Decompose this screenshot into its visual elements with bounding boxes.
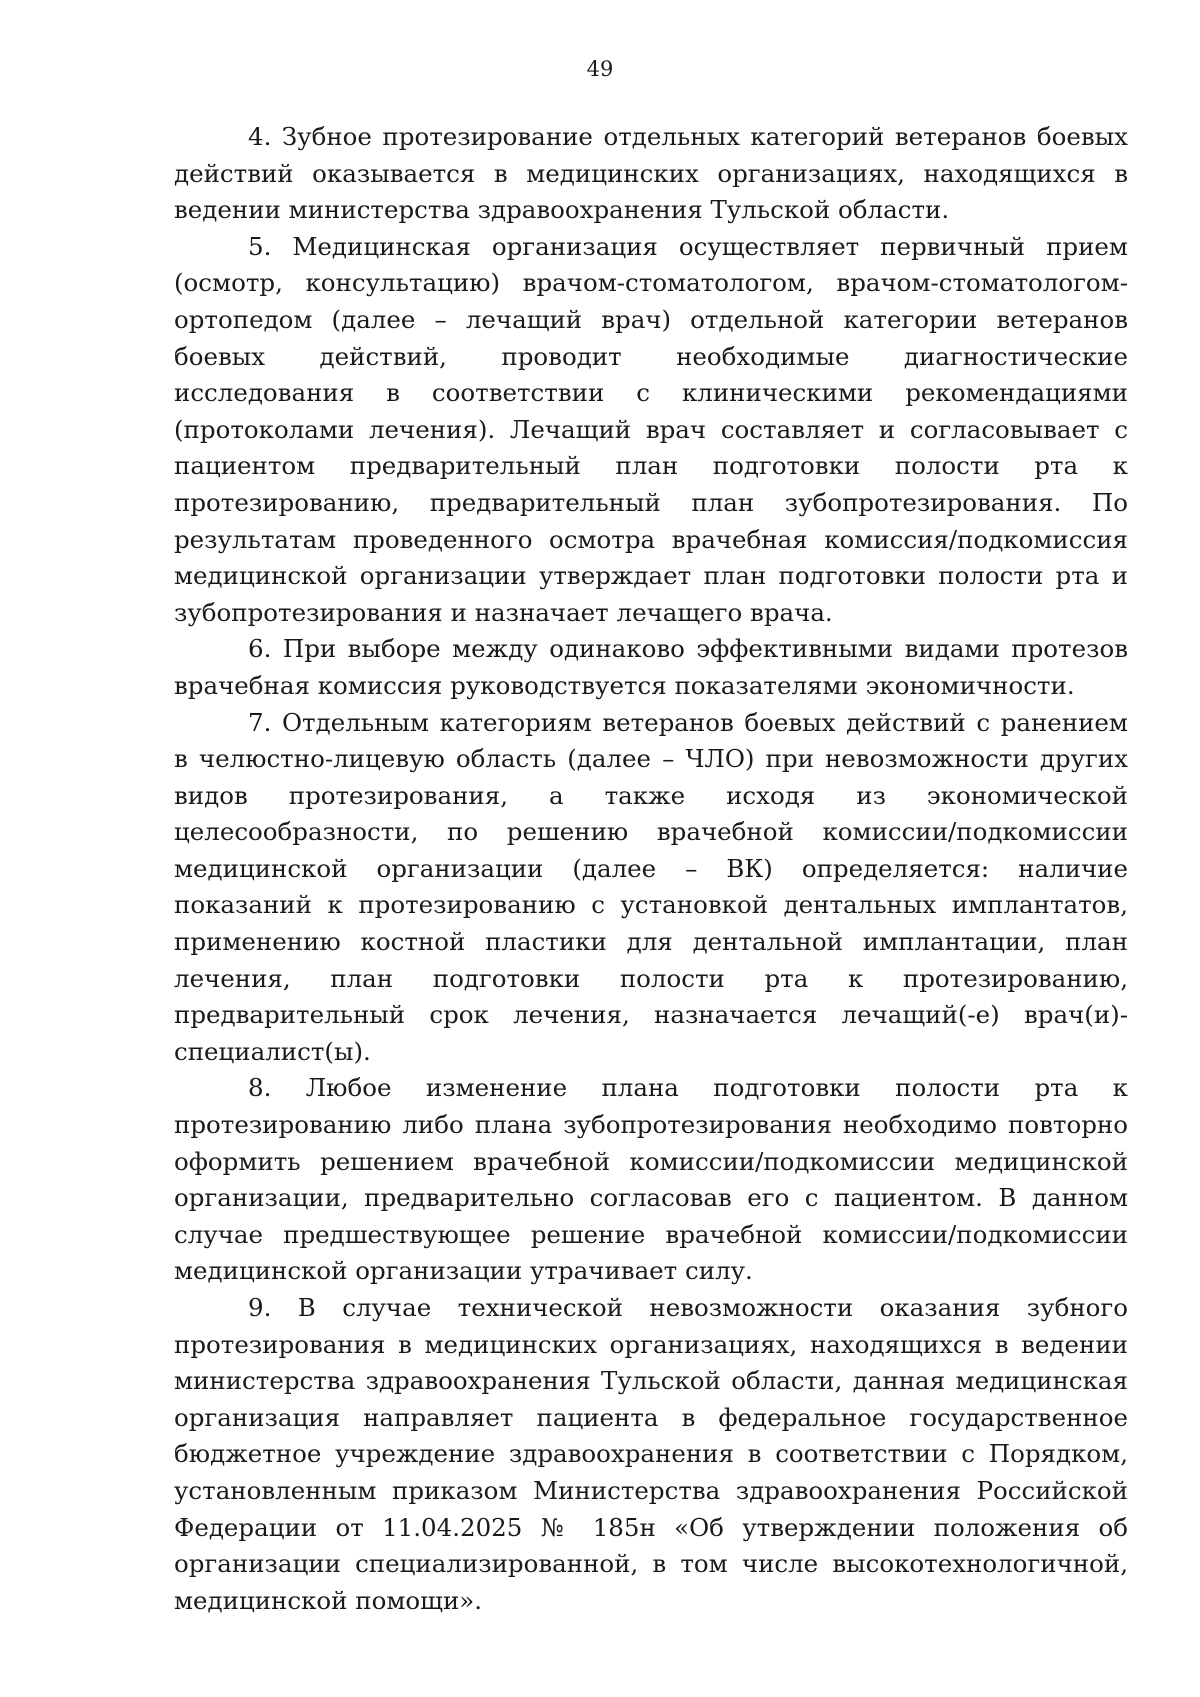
page-number: 49 [586,57,614,81]
paragraph-item-6: 6. При выборе между одинаково эффективными видами протезов врачебная комиссия руководствуется показателями экономичности. [174,634,1128,700]
paragraph-item-9: 9. В случае технической невозможности оказания зубного протезирования в медицинских организациях, находящихся в ведении министерства здравоохранения Тульской области, данная медицинская организация направляет пациента в федеральное государственное бюджетное учреждение здравоохранения в соответствии с Порядком, установленным приказом Министерства здравоохранения Российской Федерации от 11.04.2025 № 185н «Об утверждении положения об организации специализированной, в том числе высокотехнологичной, медицинской помощи». [174,1293,1128,1615]
paragraph-item-7: 7. Отдельным категориям ветеранов боевых действий с ранением в челюстно-лицевую область (далее – ЧЛО) при невозможности других видов протезирования, а также исходя из экономической целесообразности, по решению врачебной комиссии/подкомиссии медицинской организации (далее – ВК) определяется: наличие показаний к протезированию с установкой дентальных имплантатов, применению костной пластики для дентальной имплантации, план лечения, план подготовки полости рта к протезированию, предварительный срок лечения, назначается лечащий(-е) врач(и)-специалист(ы). [174,707,1128,1066]
paragraph-item-5: 5. Медицинская организация осуществляет первичный прием (осмотр, консультацию) врачом-стоматологом, врачом-стоматологом-ортопедом (далее – лечащий врач) отдельной категории ветеранов боевых действий, проводит необходимые диагностические исследования в соответствии с клиническими рекомендациями (протоколами лечения). Лечащий врач составляет и согласовывает с пациентом предварительный план подготовки полости рта к протезированию, предварительный план зубопротезирования. По результатам проведенного осмотра врачебная комиссия/подкомиссия медицинской организации утверждает план подготовки полости рта и зубопротезирования и назначает лечащего врача. [174,231,1128,627]
document-body [174,119,1128,1619]
paragraph-item-4: 4. Зубное протезирование отдельных категорий ветеранов боевых действий оказывается в медицинских организациях, находящихся в ведении министерства здравоохранения Тульской области. [174,122,1128,225]
paragraph-item-8: 8. Любое изменение плана подготовки полости рта к протезированию либо плана зубопротезирования необходимо повторно оформить решением врачебной комиссии/подкомиссии медицинской организации, предварительно согласовав его с пациентом. В данном случае предшествующее решение врачебной комиссии/подкомиссии медицинской организации утрачивает силу. [174,1073,1128,1286]
